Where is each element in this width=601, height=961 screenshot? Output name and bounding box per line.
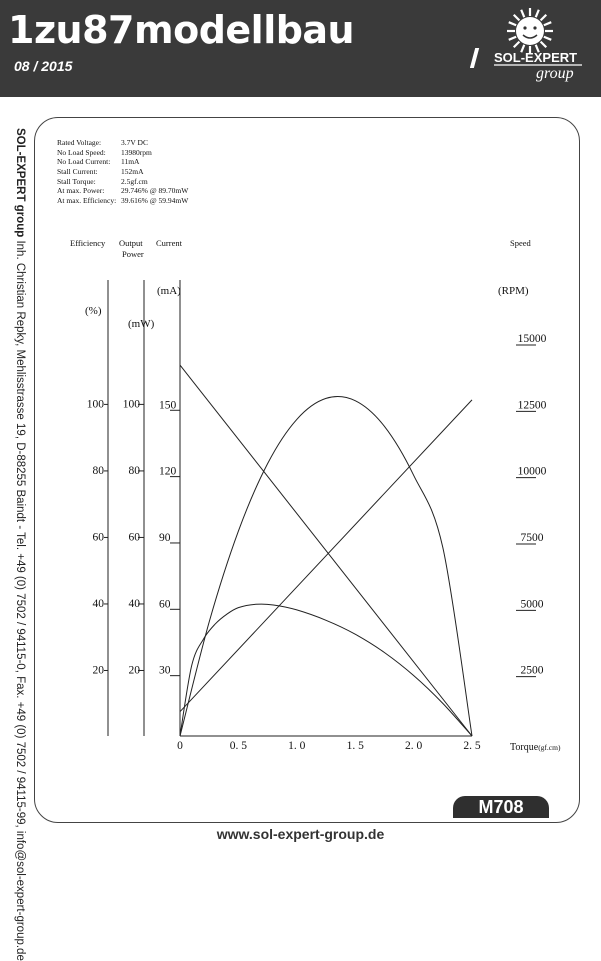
spec-row	[57, 148, 188, 158]
sol-expert-logo	[470, 4, 595, 90]
torque-tick-label: 1. 0	[288, 740, 306, 752]
sidebar-contact	[10, 128, 26, 961]
spec-label: Stall Torque:	[57, 176, 96, 186]
spec-row	[57, 138, 188, 148]
spec-value: 2.5gf.cm	[121, 176, 148, 186]
x-axis-label: Torque(gf.cm)	[510, 742, 561, 753]
current-curve	[180, 400, 472, 712]
unit-current: (mA)	[157, 285, 181, 297]
speed-tick-label: 15000	[517, 333, 547, 346]
speed-curve	[180, 365, 472, 736]
spec-value: 11mA	[121, 157, 140, 167]
efficiency-tick-label: 60	[92, 531, 104, 544]
header-current: Current	[156, 238, 182, 248]
unit-speed: (RPM)	[498, 285, 529, 297]
spec-value: 152mA	[121, 167, 144, 177]
issue-date: 08 / 2015	[14, 58, 73, 74]
efficiency-tick-label: 80	[92, 464, 104, 477]
speed-tick-label: 10000	[517, 465, 547, 478]
current-tick-label: 60	[159, 598, 171, 611]
spec-label: No Load Speed:	[57, 147, 106, 157]
header-output-power-line1: Output	[119, 238, 143, 248]
unit-efficiency: (%)	[85, 305, 102, 317]
unit-output-power: (mW)	[128, 318, 155, 330]
speed-tick-label: 5000	[520, 598, 544, 611]
spec-label: At max. Power:	[57, 186, 105, 196]
speed-tick-label: 7500	[520, 532, 544, 545]
torque-tick-label: 0. 5	[229, 740, 248, 752]
efficiency-tick-label: 40	[92, 597, 104, 610]
speed-tick-label: 12500	[517, 399, 547, 412]
motor-performance-chart	[36, 230, 576, 760]
torque-tick-label: 0	[177, 740, 183, 752]
website-url: www.sol-expert-group.de	[216, 826, 385, 842]
efficiency-curve	[180, 604, 472, 736]
spec-row	[57, 167, 188, 177]
torque-tick-label: 1. 5	[346, 740, 364, 752]
spec-label: Stall Current:	[57, 167, 98, 177]
sidebar-details: Inh. Christian Repky, Mehlisstrasse 19, D-88255 Baindt - Tel. +49 (0) 7502 / 94115-0, Fax. +49 (0) 7502 / 94115-99, info@sol-expert-group.de	[14, 240, 26, 961]
output-power-curve	[180, 397, 472, 736]
torque-tick-label: 2. 0	[404, 740, 423, 752]
power-tick-label: 100	[122, 398, 140, 411]
spec-row	[57, 157, 188, 167]
model-badge: M708	[453, 796, 549, 818]
torque-tick-label: 2. 5	[463, 740, 481, 752]
sidebar-company: SOL-EXPERT group	[14, 128, 26, 238]
efficiency-tick-label: 20	[92, 664, 104, 677]
spec-value: 3.7V DC	[121, 138, 148, 147]
spec-label: At max. Efficiency:	[57, 196, 117, 206]
spec-row	[57, 186, 188, 196]
header-speed: Speed	[510, 238, 531, 248]
power-tick-label: 40	[128, 597, 140, 610]
spec-row	[57, 177, 188, 187]
logo-subtext: group	[536, 65, 574, 82]
power-tick-label: 80	[128, 464, 140, 477]
current-tick-label: 30	[159, 664, 171, 677]
efficiency-tick-label: 100	[86, 398, 104, 411]
spec-label: No Load Current:	[57, 157, 111, 167]
spec-value: 29.746% @ 89.70mW	[121, 186, 189, 196]
spec-value: 39.616% @ 59.94mW	[121, 196, 189, 206]
spec-row	[57, 196, 188, 206]
power-tick-label: 20	[128, 664, 140, 677]
power-tick-label: 60	[128, 531, 140, 544]
spec-label: Rated Voltage:	[57, 138, 102, 147]
current-tick-label: 150	[159, 399, 177, 412]
current-tick-label: 90	[159, 531, 171, 544]
current-tick-label: 120	[159, 465, 177, 478]
brand-title: 1zu87modellbau	[8, 8, 355, 52]
sun-icon	[507, 8, 553, 54]
spec-value: 13980rpm	[121, 147, 152, 157]
header-output-power-line2: Power	[122, 249, 144, 259]
header-efficiency: Efficiency	[70, 238, 106, 248]
spec-table	[57, 138, 188, 206]
speed-tick-label: 2500	[520, 664, 544, 677]
header-bar	[0, 0, 601, 97]
logo-text: SOL-EXPERT	[494, 50, 578, 65]
